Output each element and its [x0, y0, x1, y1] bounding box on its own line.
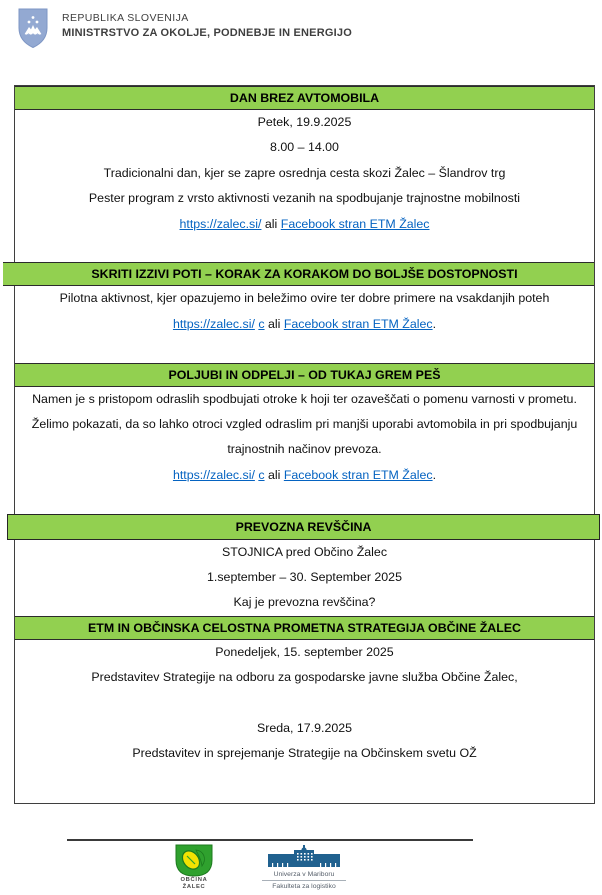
text-span: Predstavitev in sprejemanje Strategije na Občinskem svetu OŽ — [132, 746, 477, 761]
text-line — [15, 412, 594, 437]
text-span: ali — [264, 316, 284, 331]
section-header-poljubi-in-odpelji: POLJUBI IN ODPELJI – OD TUKAJ GREM PEŠ — [15, 363, 594, 387]
obcina-zalec-label-line2: ŽALEC — [182, 884, 206, 891]
text-line — [15, 540, 594, 565]
text-line — [15, 110, 594, 135]
text-line — [15, 312, 594, 337]
text-line — [15, 565, 594, 590]
section-body-etm-strategija — [15, 640, 594, 803]
text-line — [15, 691, 594, 716]
text-line — [15, 135, 594, 160]
hyperlink[interactable]: Facebook stran ETM Žalec — [280, 216, 430, 231]
section-header-prevozna-revscina: PREVOZNA REVŠČINA — [7, 514, 600, 540]
hyperlink[interactable]: https://zalec.si/ — [179, 216, 262, 231]
text-span: . — [432, 316, 437, 331]
section-header-skriti-izzivi-poti: SKRITI IZZIVI POTI – KORAK ZA KORAKOM DO BOLJŠE DOSTOPNOSTI — [3, 262, 594, 286]
footer-divider — [67, 839, 473, 841]
text-line — [15, 237, 594, 262]
text-line — [15, 640, 594, 665]
text-line — [15, 286, 594, 311]
univerza-maribor-logo — [261, 845, 347, 890]
text-span: Pester program z vrsto aktivnosti vezanih na spodbujanje trajnostne mobilnosti — [88, 191, 521, 206]
text-span: Ponedeljek, 15. september 2025 — [215, 644, 394, 659]
section-body-poljubi-in-odpelji — [15, 387, 594, 514]
events-table — [14, 85, 595, 804]
um-logo-divider — [262, 880, 346, 881]
section-body-skriti-izzivi-poti — [15, 286, 594, 362]
text-line — [15, 590, 594, 615]
text-line — [15, 488, 594, 513]
text-span: Predstavitev Strategije na odboru za gospodarske javne služba Občine Žalec, — [91, 670, 518, 685]
slovenia-coat-of-arms-icon — [18, 8, 48, 49]
hyperlink[interactable]: c — [258, 316, 265, 331]
text-span: Želimo pokazati, da so lahko otroci vzgled odraslim pri manjši uporabi avtomobila in pri spodbujanju — [31, 417, 578, 432]
text-line — [15, 337, 594, 362]
section-header-dan-brez-avtomobila: DAN BREZ AVTOMOBILA — [15, 86, 594, 110]
fakulteta-logistiko-label: Fakulteta za logistiko — [272, 883, 336, 890]
univerza-maribor-label: Univerza v Mariboru — [273, 871, 335, 878]
republic-label: REPUBLIKA SLOVENIJA — [62, 12, 189, 24]
section-header-etm-strategija: ETM IN OBČINSKA CELOSTNA PROMETNA STRATEGIJA OBČINE ŽALEC — [15, 616, 594, 640]
section-body-dan-brez-avtomobila — [15, 110, 594, 262]
text-span: Petek, 19.9.2025 — [257, 115, 352, 129]
text-line — [15, 186, 594, 211]
text-span: 1.september – 30. September 2025 — [207, 570, 402, 585]
text-span: ali — [261, 216, 281, 231]
text-span: Tradicionalni dan, kjer se zapre osrednja cesta skozi Žalec – Šlandrov trg — [103, 165, 506, 180]
text-span: Pilotna aktivnost, kjer opazujemo in beležimo ovire ter dobre primere na vsakdanjih poteh — [59, 291, 550, 306]
text-span: 8.00 – 14.00 — [270, 140, 339, 155]
hyperlink[interactable]: c — [258, 467, 265, 482]
text-line — [15, 387, 594, 412]
section-body-prevozna-revscina — [15, 540, 594, 616]
text-span: . — [432, 467, 437, 482]
hyperlink[interactable]: Facebook stran ETM Žalec — [283, 467, 433, 482]
obcina-zalec-label-line1: OBČINA — [180, 877, 208, 883]
text-line — [15, 212, 594, 237]
text-line — [15, 665, 594, 690]
obcina-zalec-shield-icon — [175, 844, 213, 877]
text-span: Sreda, 17.9.2025 — [256, 721, 353, 736]
hyperlink[interactable]: https://zalec.si/ — [172, 316, 255, 331]
ministry-header — [18, 8, 352, 49]
text-line — [15, 161, 594, 186]
ministry-name-label: MINISTRSTVO ZA OKOLJE, PODNEBJE IN ENERGIJO — [62, 27, 352, 39]
obcina-zalec-logo — [169, 844, 219, 891]
university-building-icon — [267, 845, 341, 869]
text-line — [15, 741, 594, 766]
text-line — [15, 716, 594, 741]
text-span: trajnostnih načinov prevoza. — [227, 442, 382, 457]
text-line — [15, 463, 594, 488]
text-span: STOJNICA pred Občino Žalec — [221, 544, 388, 559]
hyperlink[interactable]: https://zalec.si/ — [172, 467, 255, 482]
text-span: Kaj je prevozna revščina? — [233, 595, 376, 610]
text-span: ali — [264, 467, 284, 482]
text-span: Namen je s pristopom odraslih spodbujati otroke k hoji ter ozaveščati o pomenu varnosti v prometu. — [32, 391, 577, 406]
text-line — [15, 437, 594, 462]
hyperlink[interactable]: Facebook stran ETM Žalec — [283, 316, 433, 331]
